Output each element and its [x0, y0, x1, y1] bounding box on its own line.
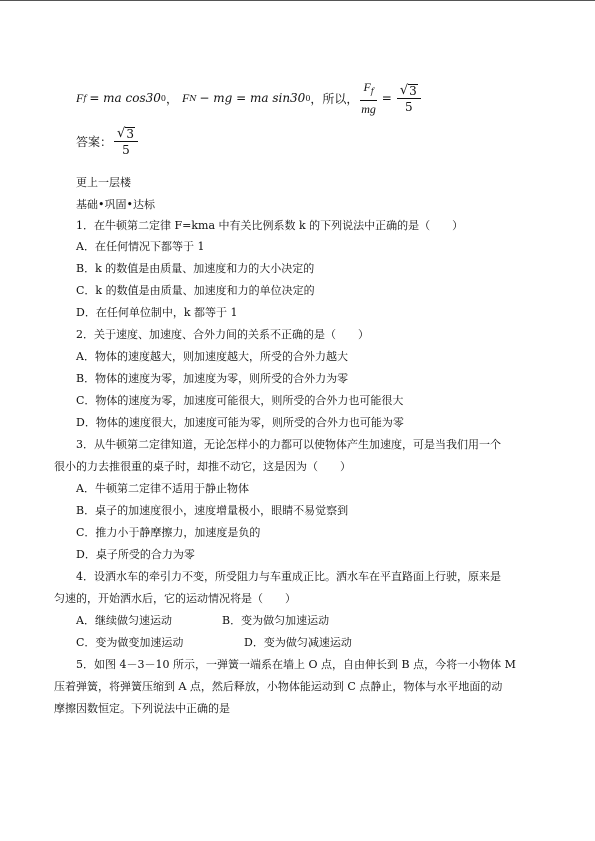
force-friction-symbol: F — [76, 90, 84, 105]
q4-option-b: B．变为做匀加速运动 — [222, 614, 330, 627]
degree-sup-2: 0 — [305, 93, 311, 103]
answer-fraction — [114, 126, 138, 157]
question-1: 1．在牛顿第二定律 F=kma 中有关比例系数 k 的下列说法中正确的是（ ） — [76, 219, 464, 232]
separator-2: ，所以， — [310, 91, 359, 106]
sqrt-icon: √ — [117, 126, 126, 141]
section-subheading: 基础•巩固•达标 — [76, 198, 155, 211]
top-border-line — [0, 0, 595, 1]
ratio-fraction — [360, 80, 376, 116]
result-fraction — [397, 83, 421, 114]
q3-option-c: C．推力小于静摩擦力，加速度是负的 — [76, 526, 261, 539]
result-den: 5 — [404, 99, 413, 114]
q4-option-c: C．变为做变加速运动 — [76, 636, 184, 649]
q2-option-b: B．物体的速度为零，加速度为零，则所受的合外力为零 — [76, 372, 349, 385]
q2-option-d: D．物体的速度很大，加速度可能为零，则所受的合外力也可能为零 — [76, 416, 404, 429]
question-2: 2．关于速度、加速度、合外力间的关系不正确的是（ ） — [76, 328, 369, 341]
q2-option-c: C．物体的速度为零，加速度可能很大，则所受的合外力也可能很大 — [76, 394, 404, 407]
frac-num: F — [363, 80, 371, 94]
frac-num-sub: f — [370, 87, 374, 96]
solution-formula — [76, 78, 423, 118]
q1-option-b: B．k 的数值是由质量、加速度和力的大小决定的 — [76, 262, 315, 275]
answer-den: 5 — [122, 143, 130, 157]
section-heading: 更上一层楼 — [76, 176, 131, 189]
question-4-cont: 匀速的，开始洒水后，它的运动情况将是（ ） — [54, 592, 296, 605]
q4-option-a: A．继续做匀速运动 — [76, 614, 172, 627]
question-5-cont-1: 压着弹簧，将弹簧压缩到 A 点，然后释放，小物体能运动到 C 点静止，物体与水平地面的动 — [54, 680, 503, 693]
answer-root: 3 — [126, 127, 134, 141]
q1-option-a: A．在任何情况下都等于 1 — [76, 240, 205, 253]
question-3-cont: 很小的力去推很重的桌子时，却推不动它，这是因为（ ） — [54, 460, 351, 473]
force-normal-symbol: F — [182, 90, 190, 105]
q2-option-a: A．物体的速度越大，则加速度越大，所受的合外力越大 — [76, 350, 348, 363]
answer-label: 答案： — [76, 135, 113, 149]
q4-option-d: D．变为做匀减速运动 — [244, 636, 352, 649]
answer-line — [76, 126, 140, 157]
degree-sup-1: 0 — [160, 93, 166, 103]
q3-option-d: D．桌子所受的合力为零 — [76, 548, 195, 561]
question-3: 3．从牛顿第二定律知道，无论怎样小的力都可以使物体产生加速度，可是当我们用一个 — [76, 438, 501, 451]
question-4: 4．设洒水车的牵引力不变，所受阻力与车重成正比。洒水车在平直路面上行驶，原来是 — [76, 570, 501, 583]
q1-option-c: C．k 的数值是由质量、加速度和力的单位决定的 — [76, 284, 315, 297]
formula-part1: = ma cos30 — [89, 91, 161, 105]
q3-option-b: B．桌子的加速度很小，速度增量极小，眼睛不易觉察到 — [76, 504, 349, 517]
frac-den: mg — [361, 102, 376, 116]
sqrt-icon: √ — [399, 82, 409, 98]
question-5-cont-2: 摩擦因数恒定。下列说法中正确的是 — [54, 702, 230, 715]
subscript-f: f — [83, 93, 87, 103]
result-root: 3 — [409, 83, 417, 98]
formula-part2: − mg = ma sin30 — [199, 91, 306, 105]
separator-1: ， — [166, 91, 179, 106]
subscript-n: N — [189, 93, 197, 103]
equals-sign: = — [381, 91, 392, 105]
q3-option-a: A．牛顿第二定律不适用于静止物体 — [76, 482, 249, 495]
question-5: 5．如图 4－3－10 所示，一弹簧一端系在墙上 O 点，自由伸长到 B 点，今将一小物体 M — [76, 658, 516, 671]
q1-option-d: D．在任何单位制中，k 都等于 1 — [76, 306, 238, 319]
